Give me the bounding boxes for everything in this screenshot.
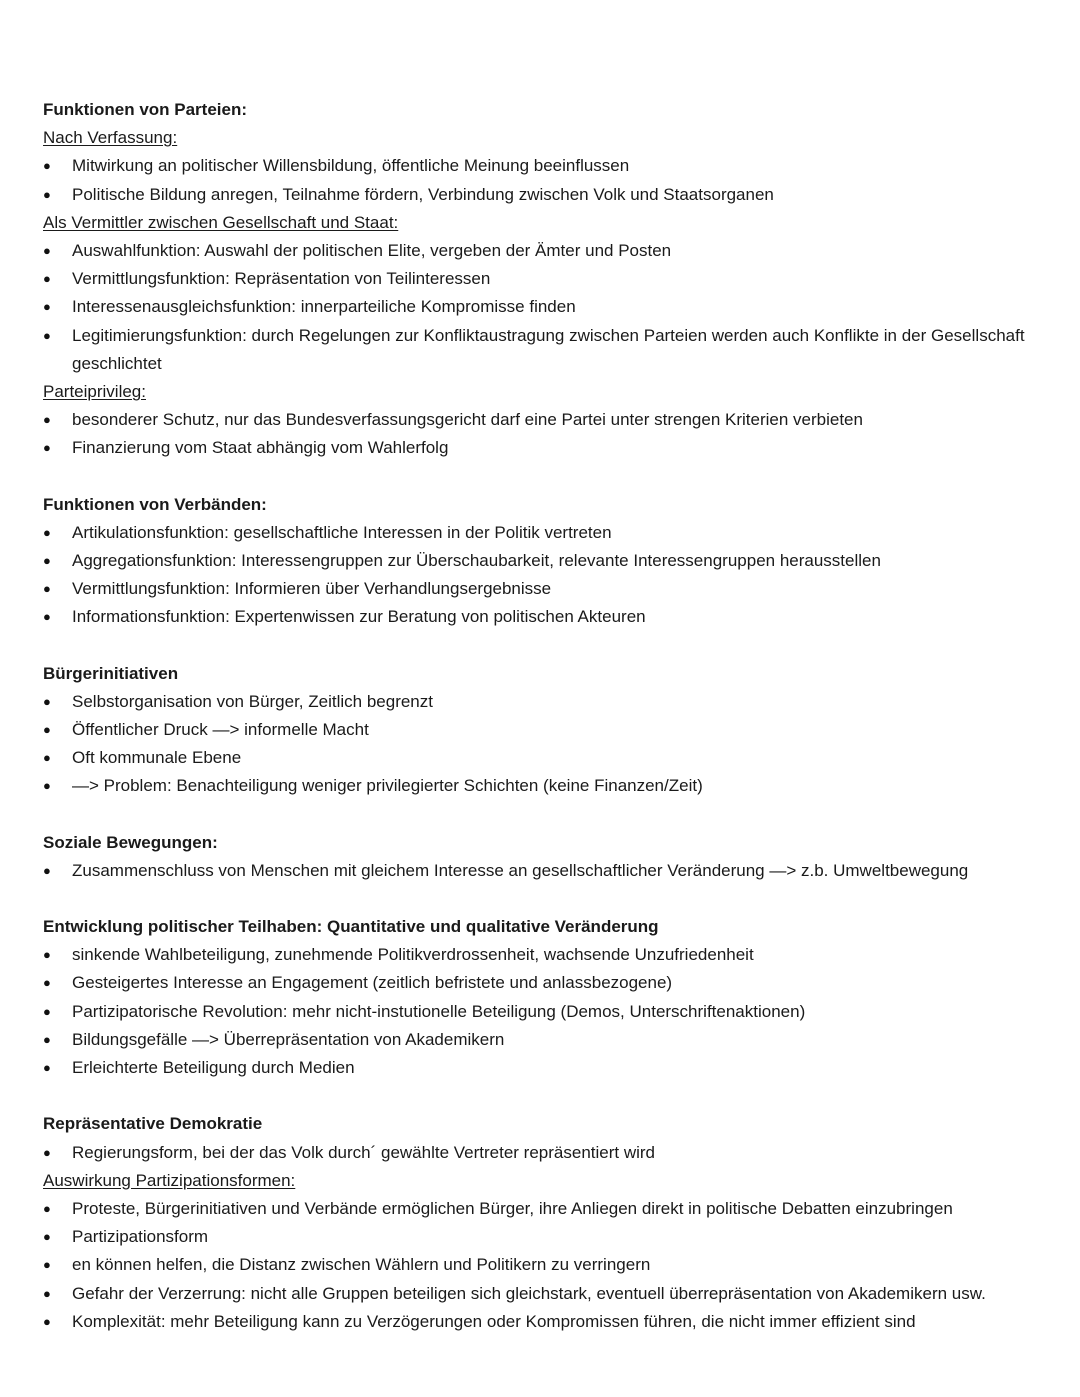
section-heading: Soziale Bewegungen:	[43, 832, 218, 852]
list-item-text: Finanzierung vom Staat abhängig vom Wahlerfolg	[72, 438, 449, 458]
list-item	[43, 772, 1033, 800]
list-item-text: —> Problem: Benachteiligung weniger privilegierter Schichten (keine Finanzen/Zeit)	[72, 776, 703, 796]
list-item	[43, 688, 1033, 716]
list-item-text: Erleichterte Beteiligung durch Medien	[72, 1058, 355, 1078]
list-item	[43, 1195, 1033, 1223]
section	[43, 96, 1033, 463]
list-item	[43, 744, 1033, 772]
section-heading: Bürgerinitiativen	[43, 663, 179, 683]
list-item	[43, 1139, 1033, 1167]
list-item-text: Gefahr der Verzerrung: nicht alle Gruppen beteiligen sich gleichstark, eventuell überrepräsentation von Akademikern usw.	[72, 1283, 986, 1303]
section	[43, 491, 1033, 632]
list-item	[43, 237, 1033, 265]
list-item	[43, 1280, 1033, 1308]
list-item-text: Bildungsgefälle —> Überrepräsentation von Akademikern	[72, 1029, 505, 1049]
section-heading: Entwicklung politischer Teilhaben: Quantitative und qualitative Veränderung	[43, 917, 659, 937]
list-item-text: besonderer Schutz, nur das Bundesverfassungsgericht darf eine Partei unter strengen Kriterien verbieten	[72, 410, 863, 430]
list-item-text: Regierungsform, bei der das Volk durch´ gewählte Vertreter repräsentiert wird	[72, 1142, 656, 1162]
bullet-list	[43, 1139, 1033, 1167]
list-item	[43, 434, 1033, 462]
list-item-text: sinkende Wahlbeteiligung, zunehmende Politikverdrossenheit, wachsende Unzufriedenheit	[72, 945, 754, 965]
bullet-list	[43, 519, 1033, 632]
list-item-text: Vermittlungsfunktion: Informieren über Verhandlungsergebnisse	[72, 579, 552, 599]
section-heading: Funktionen von Verbänden:	[43, 494, 267, 514]
document-body	[43, 96, 1033, 1336]
bullet-list	[43, 1195, 1033, 1336]
list-item-text: Auswahlfunktion: Auswahl der politischen Elite, vergeben der Ämter und Posten	[72, 241, 672, 261]
list-item-text: en können helfen, die Distanz zwischen Wählern und Politikern zu verringern	[72, 1255, 651, 1275]
list-item-text: Zusammenschluss von Menschen mit gleichem Interesse an gesellschaftlicher Veränderung —> z.b. Umweltbewegung	[72, 860, 969, 880]
list-item-text: Oft kommunale Ebene	[72, 748, 242, 768]
list-item	[43, 575, 1033, 603]
list-item	[43, 547, 1033, 575]
list-item-text: Mitwirkung an politischer Willensbildung, öffentliche Meinung beeinflussen	[72, 156, 630, 176]
list-item-text: Politische Bildung anregen, Teilnahme fördern, Verbindung zwischen Volk und Staatsorganen	[72, 184, 774, 204]
list-item	[43, 406, 1033, 434]
list-item	[43, 998, 1033, 1026]
list-item	[43, 969, 1033, 997]
bullet-list	[43, 941, 1033, 1082]
list-item	[43, 1223, 1033, 1251]
list-item-text: Partizipatorische Revolution: mehr nicht-instutionelle Beteiligung (Demos, Unterschriftenaktionen)	[72, 1001, 806, 1021]
section	[43, 829, 1033, 885]
bullet-list	[43, 857, 1033, 885]
list-item	[43, 322, 1033, 378]
list-item-text: Vermittlungsfunktion: Repräsentation von Teilinteressen	[72, 269, 491, 289]
bullet-list	[43, 688, 1033, 801]
list-item	[43, 941, 1033, 969]
list-item-text: Artikulationsfunktion: gesellschaftliche Interessen in der Politik vertreten	[72, 522, 612, 542]
list-item	[43, 1308, 1033, 1336]
list-item	[43, 716, 1033, 744]
list-item-text: Öffentlicher Druck —> informelle Macht	[72, 720, 369, 740]
list-item-text: Proteste, Bürgerinitiativen und Verbände ermöglichen Bürger, ihre Anliegen direkt in politische Debatten einzubringen	[72, 1198, 953, 1218]
list-item-text: Selbstorganisation von Bürger, Zeitlich begrenzt	[72, 691, 433, 711]
section	[43, 913, 1033, 1082]
subheading: Nach Verfassung:	[43, 128, 178, 148]
list-item	[43, 265, 1033, 293]
list-item-text: Aggregationsfunktion: Interessengruppen zur Überschaubarkeit, relevante Interessengruppen herausstellen	[72, 551, 881, 571]
list-item	[43, 293, 1033, 321]
bullet-list	[43, 406, 1033, 462]
bullet-list	[43, 237, 1033, 378]
list-item	[43, 1026, 1033, 1054]
list-item-text: Partizipationsform	[72, 1227, 209, 1247]
subheading: Als Vermittler zwischen Gesellschaft und Staat:	[43, 212, 399, 232]
list-item-text: Legitimierungsfunktion: durch Regelungen zur Konfliktaustragung zwischen Parteien werden auch Konflikte in der Gesellschaft geschlichtet	[72, 325, 1025, 373]
list-item	[43, 519, 1033, 547]
list-item	[43, 1054, 1033, 1082]
list-item	[43, 857, 1033, 885]
list-item-text: Informationsfunktion: Expertenwissen zur Beratung von politischen Akteuren	[72, 607, 646, 627]
subheading: Auswirkung Partizipationsformen:	[43, 1170, 296, 1190]
section	[43, 1110, 1033, 1336]
list-item-text: Gesteigertes Interesse an Engagement (zeitlich befristete und anlassbezogene)	[72, 973, 673, 993]
list-item	[43, 603, 1033, 631]
bullet-list	[43, 152, 1033, 208]
list-item-text: Komplexität: mehr Beteiligung kann zu Verzögerungen oder Kompromissen führen, die nicht immer effizient sind	[72, 1311, 916, 1331]
list-item-text: Interessenausgleichsfunktion: innerparteiliche Kompromisse finden	[72, 297, 576, 317]
section	[43, 660, 1033, 801]
section-heading: Repräsentative Demokratie	[43, 1114, 263, 1134]
subheading: Parteiprivileg:	[43, 382, 146, 402]
list-item	[43, 152, 1033, 180]
section-heading: Funktionen von Parteien:	[43, 100, 248, 119]
list-item	[43, 1251, 1033, 1279]
list-item	[43, 181, 1033, 209]
